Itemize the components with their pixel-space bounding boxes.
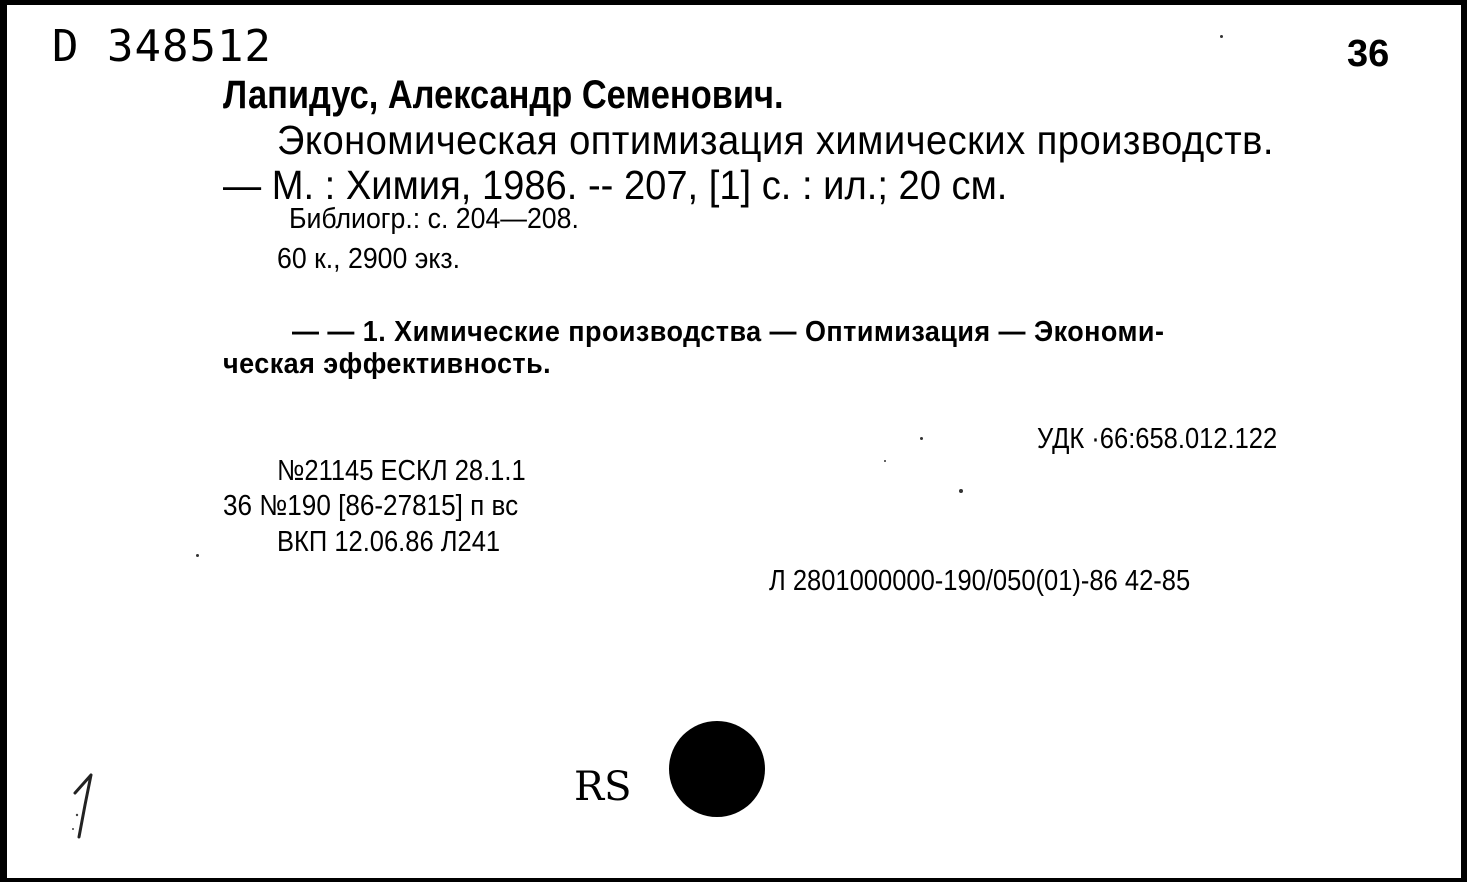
registry-line-2-text: 36 №190 [86-27815] п вс — [223, 490, 519, 522]
udc-code — [1037, 425, 1310, 454]
subject-heading-line-2-text: ческая эффективность. — [223, 348, 552, 380]
scan-speck — [884, 460, 886, 462]
price-and-run — [277, 245, 476, 274]
handwritten-mark-icon — [67, 765, 107, 845]
author-heading — [223, 75, 875, 115]
imprint-text: — М. : Химия, 1986. -- 207, [1] с. : ил.; 20 см. — [223, 162, 1008, 208]
subject-heading-line-1 — [292, 318, 1230, 347]
book-title-text: Экономическая оптимизация химических производств. — [277, 117, 1274, 163]
author-text: Лапидус, Александр Семенович. — [223, 73, 784, 117]
scan-speck — [920, 437, 923, 440]
subject-heading-line-1-text: — — 1. Химические производства — Оптимизация — Экономи- — [292, 316, 1165, 348]
scan-speck — [1220, 35, 1223, 38]
subject-heading-line-2 — [223, 350, 576, 379]
publisher-code-text: Л 2801000000-190/050(01)-86 42-85 — [769, 565, 1191, 597]
call-number: D 348512 — [52, 21, 272, 72]
bibliography-text: Библиогр.: с. 204—208. — [289, 203, 579, 235]
bibliography-note — [289, 205, 604, 234]
book-title — [277, 117, 1349, 163]
price-and-run-text: 60 к., 2900 экз. — [277, 243, 461, 275]
registry-line-1 — [277, 457, 560, 486]
classification-code: 36 — [1347, 33, 1390, 75]
imprint-line — [223, 162, 1066, 208]
udc-code-text: УДК ·66:658.012.122 — [1037, 423, 1278, 455]
registry-line-3-text: ВКП 12.06.86 Л241 — [277, 526, 501, 558]
scan-speck — [959, 489, 963, 493]
rs-stamp-label: RS — [574, 764, 632, 810]
registry-line-2 — [223, 492, 551, 521]
registry-line-1-text: №21145 ЕСКЛ 28.1.1 — [277, 455, 526, 487]
registry-line-3 — [277, 528, 531, 557]
punched-hole — [669, 721, 765, 817]
scan-speck — [196, 554, 199, 557]
publisher-code — [769, 567, 1248, 596]
